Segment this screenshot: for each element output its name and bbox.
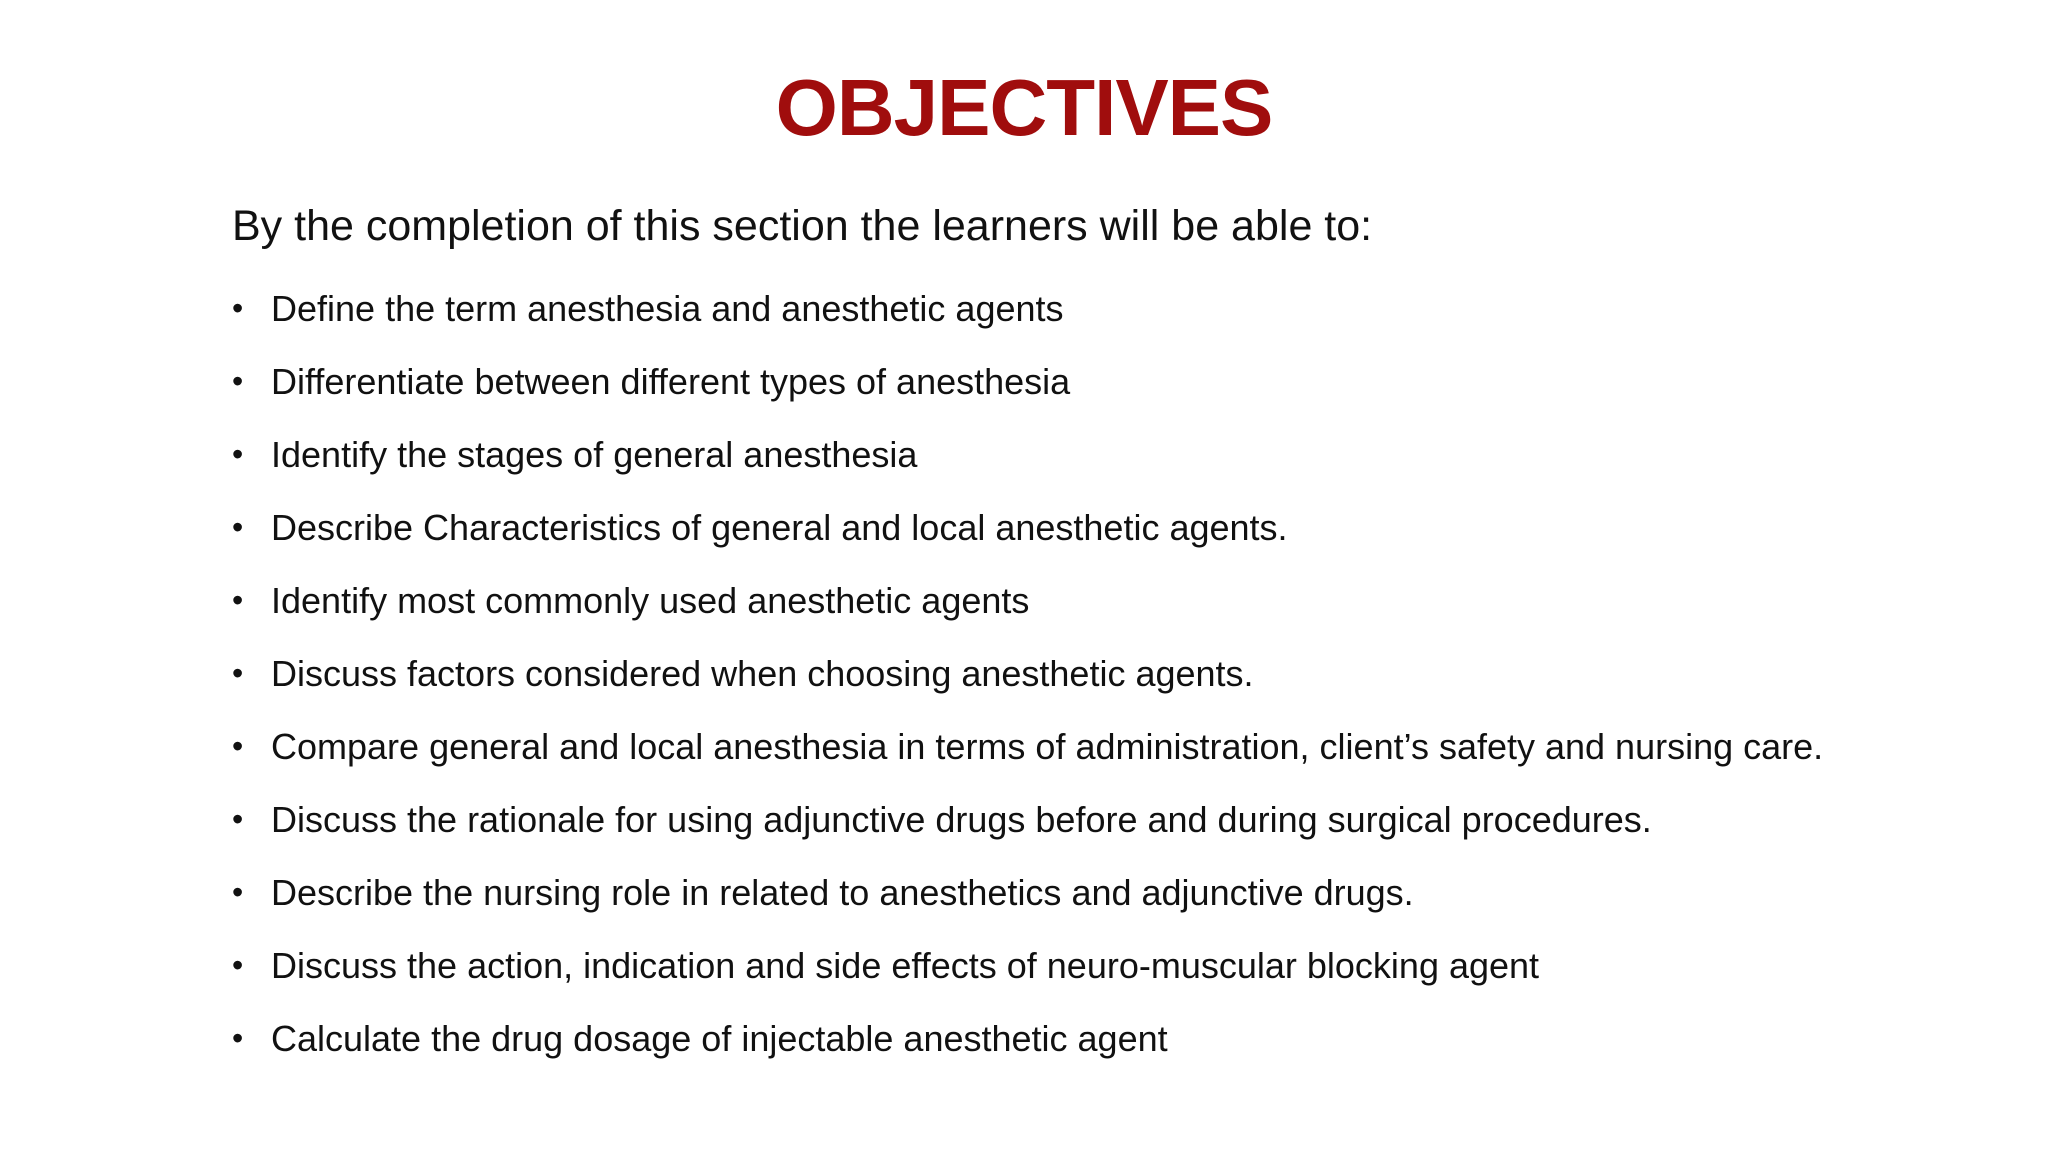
list-item-text: Compare general and local anesthesia in terms of administration, client’s safety and nursing care. — [271, 726, 1824, 767]
list-item-text: Discuss the rationale for using adjunctive drugs before and during surgical procedures. — [271, 799, 1652, 840]
list-item — [232, 574, 1968, 627]
bullet-icon: • — [232, 509, 244, 545]
list-item — [232, 282, 1968, 335]
bullet-icon: • — [232, 363, 244, 399]
list-item-text: Discuss the action, indication and side effects of neuro-muscular blocking agent — [271, 945, 1540, 986]
list-item-text: Define the term anesthesia and anesthetic agents — [271, 288, 1064, 329]
bullet-icon: • — [232, 655, 244, 691]
bullet-icon: • — [232, 874, 244, 910]
bullet-icon: • — [232, 728, 244, 764]
list-item-text: Identify the stages of general anesthesia — [271, 434, 918, 475]
list-item — [232, 647, 1968, 700]
intro-text: By the completion of this section the learners will be able to: — [232, 202, 1373, 250]
list-item-text: Describe Characteristics of general and local anesthetic agents. — [271, 507, 1288, 548]
list-item-text: Describe the nursing role in related to anesthetics and adjunctive drugs. — [271, 872, 1414, 913]
list-item — [232, 1012, 1968, 1065]
list-item — [232, 793, 1968, 846]
list-item-text: Calculate the drug dosage of injectable anesthetic agent — [271, 1018, 1168, 1059]
list-item-text: Discuss factors considered when choosing anesthetic agents. — [271, 653, 1254, 694]
bullet-icon: • — [232, 947, 244, 983]
list-item — [232, 428, 1968, 481]
objectives-list — [232, 282, 1968, 1085]
bullet-icon: • — [232, 290, 244, 326]
bullet-icon: • — [232, 1020, 244, 1056]
bullet-icon: • — [232, 436, 244, 472]
list-item — [232, 866, 1968, 919]
list-item — [232, 501, 1968, 554]
list-item — [232, 939, 1968, 992]
list-item — [232, 355, 1968, 408]
list-item-text: Identify most commonly used anesthetic agents — [271, 580, 1030, 621]
bullet-icon: • — [232, 582, 244, 618]
list-item-text: Differentiate between different types of anesthesia — [271, 361, 1071, 402]
bullet-icon: • — [232, 801, 244, 837]
list-item — [232, 720, 1968, 773]
slide-title: OBJECTIVES — [775, 63, 1273, 152]
